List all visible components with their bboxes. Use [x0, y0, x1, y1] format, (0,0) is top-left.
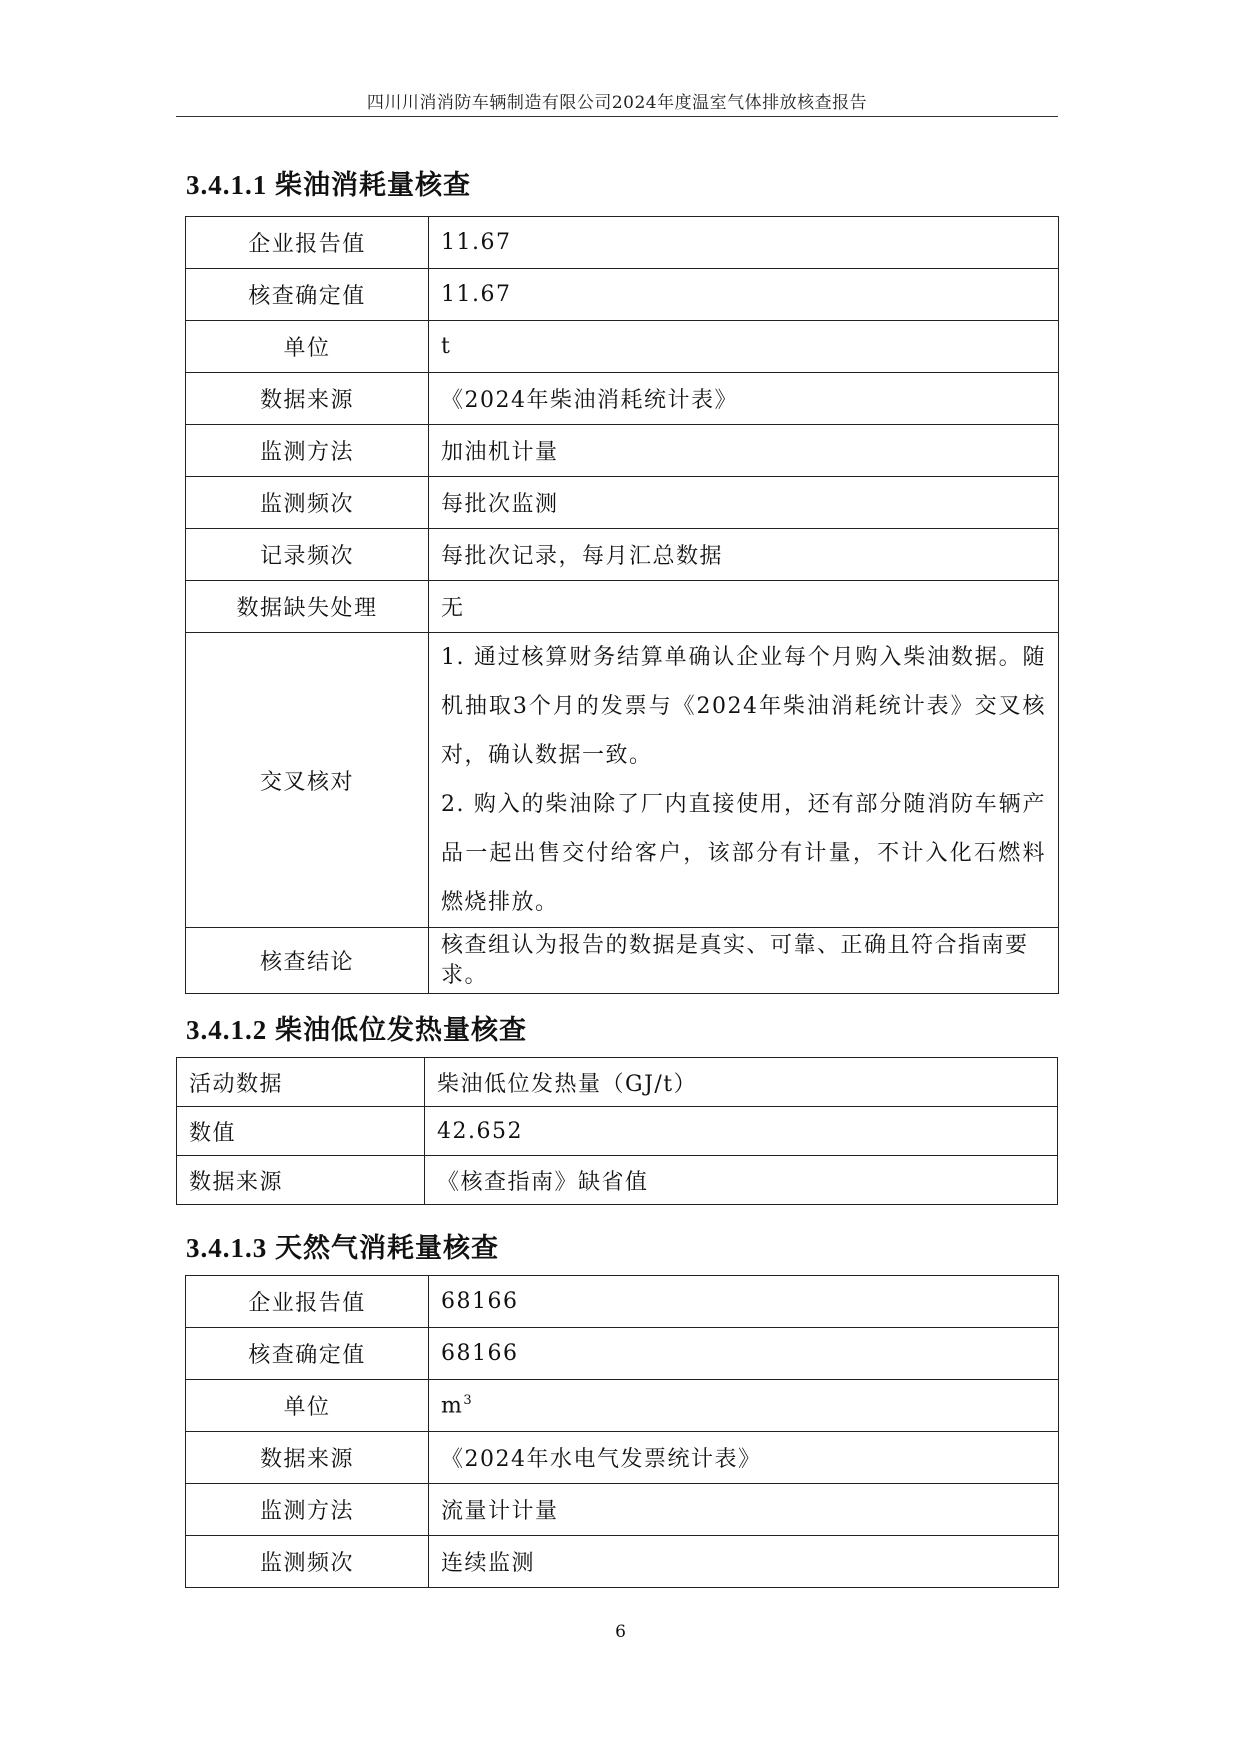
- row-value: [429, 1380, 1059, 1432]
- row-value: 《2024年水电气发票统计表》: [429, 1432, 1059, 1484]
- table-row: [186, 1276, 1059, 1328]
- table-row: [186, 1484, 1059, 1536]
- row-value: 每批次记录，每月汇总数据: [429, 529, 1059, 581]
- unit-superscript: 3: [463, 1392, 474, 1408]
- page-header: 四川川消消防车辆制造有限公司2024年度温室气体排放核查报告: [366, 93, 868, 113]
- table-row: [186, 633, 1059, 928]
- table-row: [186, 373, 1059, 425]
- table-row: [186, 321, 1059, 373]
- row-key: 核查确定值: [186, 1328, 429, 1380]
- row-key: 数据来源: [186, 373, 429, 425]
- diesel-ncv-table: [176, 1057, 1058, 1205]
- table-row: [186, 581, 1059, 633]
- row-value: 连续监测: [429, 1536, 1059, 1588]
- row-value: 68166: [429, 1328, 1059, 1380]
- table-row: [186, 269, 1059, 321]
- row-value: 42.652: [425, 1107, 1058, 1156]
- row-value: t: [429, 321, 1059, 373]
- row-value: 柴油低位发热量（GJ/t）: [425, 1058, 1058, 1107]
- row-key: 企业报告值: [186, 217, 429, 269]
- row-value: [429, 633, 1059, 928]
- row-value: 11.67: [429, 217, 1059, 269]
- row-key: 监测频次: [186, 1536, 429, 1588]
- row-value: 加油机计量: [429, 425, 1059, 477]
- row-key: 监测频次: [186, 477, 429, 529]
- unit-base: m: [441, 1393, 464, 1419]
- row-key: 数据来源: [177, 1156, 425, 1205]
- row-key: 记录频次: [186, 529, 429, 581]
- table-row: [186, 1380, 1059, 1432]
- row-key: 数据缺失处理: [186, 581, 429, 633]
- row-key: 数据来源: [186, 1432, 429, 1484]
- section-title: 3.4.1.2 柴油低位发热量核查: [186, 1015, 527, 1045]
- section-title: 3.4.1.3 天然气消耗量核查: [186, 1233, 499, 1263]
- row-value: 流量计计量: [429, 1484, 1059, 1536]
- row-value: 无: [429, 581, 1059, 633]
- table-row: [186, 928, 1059, 994]
- header-divider: [176, 116, 1058, 117]
- row-key: 核查结论: [186, 928, 429, 994]
- natural-gas-consumption-table: [185, 1275, 1059, 1588]
- table-row: [186, 217, 1059, 269]
- row-value: 核查组认为报告的数据是真实、可靠、正确且符合指南要求。: [429, 928, 1059, 994]
- row-key: 数值: [177, 1107, 425, 1156]
- table-row: [177, 1156, 1058, 1205]
- table-row: [186, 477, 1059, 529]
- row-value: 每批次监测: [429, 477, 1059, 529]
- page-number: 6: [615, 1622, 626, 1642]
- cross-check-paragraph: 2. 购入的柴油除了厂内直接使用，还有部分随消防车辆产品一起出售交付给客户，该部分有计量，不计入化石燃料燃烧排放。: [441, 792, 1046, 915]
- row-value: 68166: [429, 1276, 1059, 1328]
- table-row: [186, 1432, 1059, 1484]
- section-title: 3.4.1.1 柴油消耗量核查: [186, 170, 471, 200]
- table-row: [177, 1058, 1058, 1107]
- row-key: 单位: [186, 321, 429, 373]
- row-key: 交叉核对: [186, 633, 429, 928]
- row-key: 企业报告值: [186, 1276, 429, 1328]
- table-row: [186, 1536, 1059, 1588]
- row-key: 核查确定值: [186, 269, 429, 321]
- row-key: 监测方法: [186, 1484, 429, 1536]
- table-row: [186, 425, 1059, 477]
- row-key: 活动数据: [177, 1058, 425, 1107]
- row-value: 《2024年柴油消耗统计表》: [429, 373, 1059, 425]
- table-row: [186, 1328, 1059, 1380]
- row-key: 监测方法: [186, 425, 429, 477]
- diesel-consumption-table: [185, 216, 1059, 994]
- table-row: [186, 529, 1059, 581]
- row-value: 《核查指南》缺省值: [425, 1156, 1058, 1205]
- row-key: 单位: [186, 1380, 429, 1432]
- table-row: [177, 1107, 1058, 1156]
- cross-check-paragraph: 1. 通过核算财务结算单确认企业每个月购入柴油数据。随机抽取3个月的发票与《2024年柴油消耗统计表》交叉核对，确认数据一致。: [441, 645, 1046, 768]
- row-value: 11.67: [429, 269, 1059, 321]
